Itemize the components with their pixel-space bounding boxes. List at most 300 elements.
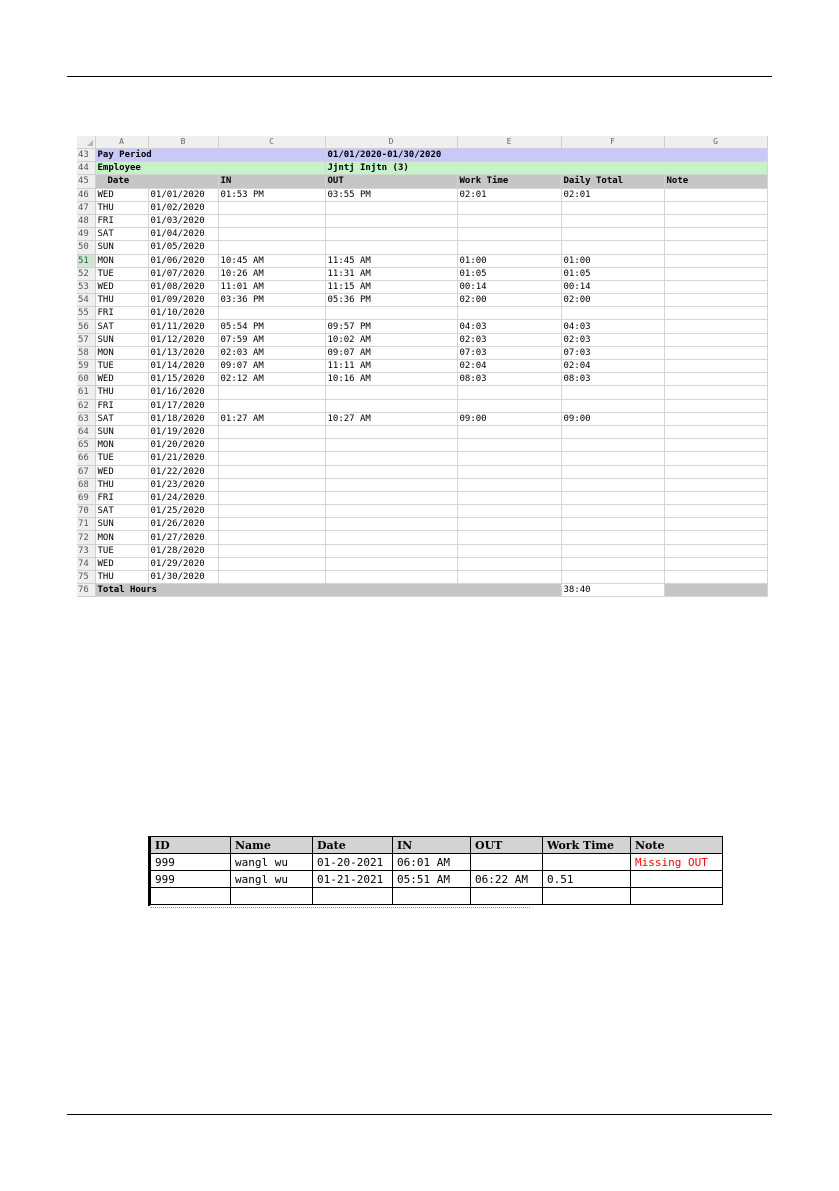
pay-period-value[interactable]: 01/01/2020-01/30/2020 bbox=[325, 149, 767, 162]
daily-total-cell[interactable] bbox=[561, 478, 664, 491]
row-number[interactable]: 71 bbox=[77, 518, 95, 531]
timesheet-row bbox=[77, 412, 767, 425]
out-cell[interactable]: 10:02 AM bbox=[325, 333, 457, 346]
in-cell[interactable] bbox=[218, 399, 325, 412]
out-cell[interactable]: 03:55 PM bbox=[325, 188, 457, 201]
in-cell[interactable] bbox=[218, 241, 325, 254]
note-cell[interactable] bbox=[664, 280, 767, 293]
day-cell[interactable]: TUE bbox=[95, 544, 148, 557]
date-cell[interactable]: 01/09/2020 bbox=[148, 294, 218, 307]
employee-label[interactable]: Employee bbox=[95, 162, 325, 175]
row-number[interactable]: 46 bbox=[77, 188, 95, 201]
in-cell[interactable] bbox=[218, 465, 325, 478]
note-cell[interactable] bbox=[664, 439, 767, 452]
date-cell[interactable]: 01/22/2020 bbox=[148, 465, 218, 478]
name-cell bbox=[231, 888, 313, 905]
out-cell[interactable] bbox=[325, 518, 457, 531]
day-cell[interactable]: TUE bbox=[95, 360, 148, 373]
day-cell[interactable]: MON bbox=[95, 254, 148, 267]
date-cell[interactable]: 01/17/2020 bbox=[148, 399, 218, 412]
in-cell[interactable]: 01:27 AM bbox=[218, 412, 325, 425]
in-cell[interactable]: 11:01 AM bbox=[218, 280, 325, 293]
work-time-cell[interactable] bbox=[457, 228, 561, 241]
out-cell[interactable] bbox=[325, 491, 457, 504]
work-time-column-header: Work Time bbox=[543, 837, 631, 854]
pay-period-label[interactable]: Pay Period bbox=[95, 149, 325, 162]
daily-total-cell[interactable]: 09:00 bbox=[561, 412, 664, 425]
attendance-grid bbox=[150, 836, 723, 905]
in-cell[interactable]: 05:54 PM bbox=[218, 320, 325, 333]
in-cell[interactable] bbox=[218, 201, 325, 214]
work-time-cell[interactable]: 02:04 bbox=[457, 360, 561, 373]
note-cell: Missing OUT bbox=[631, 854, 723, 871]
daily-total-cell[interactable]: 00:14 bbox=[561, 280, 664, 293]
out-cell[interactable] bbox=[325, 452, 457, 465]
daily-total-cell[interactable] bbox=[561, 518, 664, 531]
work-time-cell[interactable] bbox=[457, 307, 561, 320]
in-cell[interactable] bbox=[218, 478, 325, 491]
out-cell[interactable]: 11:45 AM bbox=[325, 254, 457, 267]
date-cell[interactable]: 01/03/2020 bbox=[148, 214, 218, 227]
daily-total-cell[interactable]: 07:03 bbox=[561, 346, 664, 359]
date-cell[interactable]: 01/19/2020 bbox=[148, 425, 218, 438]
row-number[interactable]: 58 bbox=[77, 346, 95, 359]
in-cell[interactable] bbox=[218, 425, 325, 438]
work-time-cell: 0.51 bbox=[543, 871, 631, 888]
in-cell[interactable] bbox=[218, 307, 325, 320]
daily-total-cell[interactable]: 08:03 bbox=[561, 373, 664, 386]
in-cell[interactable]: 02:03 AM bbox=[218, 346, 325, 359]
id-cell: 999 bbox=[151, 854, 231, 871]
row-number[interactable]: 51 bbox=[77, 254, 95, 267]
day-cell[interactable]: MON bbox=[95, 531, 148, 544]
day-cell[interactable]: MON bbox=[95, 346, 148, 359]
note-cell[interactable] bbox=[664, 399, 767, 412]
note-cell[interactable] bbox=[664, 373, 767, 386]
note-cell[interactable] bbox=[664, 412, 767, 425]
day-cell[interactable]: SUN bbox=[95, 425, 148, 438]
date-cell[interactable]: 01/01/2020 bbox=[148, 188, 218, 201]
row-number[interactable]: 76 bbox=[77, 584, 95, 597]
row-number[interactable]: 43 bbox=[77, 149, 95, 162]
work-time-cell[interactable]: 00:14 bbox=[457, 280, 561, 293]
work-time-cell[interactable] bbox=[457, 201, 561, 214]
in-cell[interactable] bbox=[218, 439, 325, 452]
date-cell[interactable]: 01/15/2020 bbox=[148, 373, 218, 386]
row-number[interactable]: 56 bbox=[77, 320, 95, 333]
out-cell[interactable] bbox=[325, 228, 457, 241]
note-cell[interactable] bbox=[664, 214, 767, 227]
attendance-row bbox=[151, 888, 723, 905]
out-cell[interactable] bbox=[325, 505, 457, 518]
note-cell[interactable] bbox=[664, 267, 767, 280]
out-cell[interactable]: 11:15 AM bbox=[325, 280, 457, 293]
date-cell[interactable]: 01/23/2020 bbox=[148, 478, 218, 491]
day-cell[interactable]: FRI bbox=[95, 214, 148, 227]
timesheet-header-row bbox=[77, 175, 767, 188]
in-cell[interactable]: 10:45 AM bbox=[218, 254, 325, 267]
daily-total-cell[interactable] bbox=[561, 425, 664, 438]
note-cell[interactable] bbox=[664, 465, 767, 478]
daily-total-cell[interactable]: 02:01 bbox=[561, 188, 664, 201]
timesheet-row bbox=[77, 557, 767, 570]
in-cell[interactable] bbox=[218, 544, 325, 557]
row-number[interactable]: 65 bbox=[77, 439, 95, 452]
work-time-cell[interactable] bbox=[457, 571, 561, 584]
date-cell[interactable]: 01/30/2020 bbox=[148, 571, 218, 584]
note-cell[interactable] bbox=[664, 360, 767, 373]
day-cell[interactable]: THU bbox=[95, 294, 148, 307]
work-time-cell[interactable]: 02:01 bbox=[457, 188, 561, 201]
in-cell[interactable]: 03:36 PM bbox=[218, 294, 325, 307]
date-header[interactable]: Date bbox=[95, 175, 218, 188]
in-cell[interactable]: 10:26 AM bbox=[218, 267, 325, 280]
work-time-cell[interactable] bbox=[457, 386, 561, 399]
daily-total-header[interactable]: Daily Total bbox=[561, 175, 664, 188]
row-number[interactable]: 63 bbox=[77, 412, 95, 425]
day-cell[interactable]: SUN bbox=[95, 241, 148, 254]
day-cell[interactable]: FRI bbox=[95, 307, 148, 320]
in-cell[interactable] bbox=[218, 571, 325, 584]
note-cell[interactable] bbox=[664, 518, 767, 531]
note-cell[interactable] bbox=[664, 201, 767, 214]
note-cell[interactable] bbox=[664, 425, 767, 438]
row-number[interactable]: 44 bbox=[77, 162, 95, 175]
out-cell[interactable] bbox=[325, 214, 457, 227]
daily-total-cell[interactable] bbox=[561, 241, 664, 254]
out-cell[interactable]: 10:16 AM bbox=[325, 373, 457, 386]
out-cell[interactable] bbox=[325, 307, 457, 320]
in-cell[interactable] bbox=[218, 491, 325, 504]
work-time-cell[interactable]: 01:00 bbox=[457, 254, 561, 267]
out-cell[interactable] bbox=[325, 557, 457, 570]
day-cell[interactable]: THU bbox=[95, 478, 148, 491]
daily-total-cell[interactable]: 01:00 bbox=[561, 254, 664, 267]
row-number[interactable]: 67 bbox=[77, 465, 95, 478]
out-cell[interactable]: 11:11 AM bbox=[325, 360, 457, 373]
day-cell[interactable]: FRI bbox=[95, 399, 148, 412]
date-cell[interactable]: 01/27/2020 bbox=[148, 531, 218, 544]
day-cell[interactable]: FRI bbox=[95, 491, 148, 504]
timesheet-row bbox=[77, 214, 767, 227]
row-number[interactable]: 47 bbox=[77, 201, 95, 214]
row-number[interactable]: 61 bbox=[77, 386, 95, 399]
out-cell[interactable]: 11:31 AM bbox=[325, 267, 457, 280]
day-cell[interactable]: THU bbox=[95, 386, 148, 399]
in-cell: 06:01 AM bbox=[393, 854, 471, 871]
row-number[interactable]: 54 bbox=[77, 294, 95, 307]
timesheet-spreadsheet bbox=[77, 136, 767, 596]
column-header-d[interactable]: D bbox=[325, 136, 457, 149]
note-cell[interactable] bbox=[664, 188, 767, 201]
work-time-header[interactable]: Work Time bbox=[457, 175, 561, 188]
row-number[interactable]: 74 bbox=[77, 557, 95, 570]
in-cell[interactable] bbox=[218, 531, 325, 544]
work-time-cell[interactable] bbox=[457, 452, 561, 465]
timesheet-row bbox=[77, 241, 767, 254]
note-cell[interactable] bbox=[664, 346, 767, 359]
out-cell[interactable] bbox=[325, 465, 457, 478]
date-cell[interactable]: 01/18/2020 bbox=[148, 412, 218, 425]
row-number[interactable]: 72 bbox=[77, 531, 95, 544]
out-cell[interactable]: 10:27 AM bbox=[325, 412, 457, 425]
date-cell[interactable]: 01/10/2020 bbox=[148, 307, 218, 320]
out-cell[interactable]: 05:36 PM bbox=[325, 294, 457, 307]
employee-value[interactable]: Jjntj Injtn (3) bbox=[325, 162, 767, 175]
date-cell[interactable]: 01/16/2020 bbox=[148, 386, 218, 399]
in-cell[interactable]: 09:07 AM bbox=[218, 360, 325, 373]
work-time-cell[interactable]: 01:05 bbox=[457, 267, 561, 280]
date-cell[interactable]: 01/11/2020 bbox=[148, 320, 218, 333]
daily-total-cell[interactable] bbox=[561, 505, 664, 518]
timesheet-row bbox=[77, 307, 767, 320]
select-all-corner[interactable] bbox=[77, 136, 95, 149]
day-cell[interactable]: SAT bbox=[95, 320, 148, 333]
work-time-cell[interactable] bbox=[457, 214, 561, 227]
daily-total-cell[interactable] bbox=[561, 439, 664, 452]
daily-total-cell[interactable]: 02:03 bbox=[561, 333, 664, 346]
row-number[interactable]: 75 bbox=[77, 571, 95, 584]
timesheet-row bbox=[77, 491, 767, 504]
timesheet-row bbox=[77, 465, 767, 478]
in-cell[interactable]: 01:53 PM bbox=[218, 188, 325, 201]
note-cell[interactable] bbox=[664, 571, 767, 584]
work-time-cell[interactable] bbox=[457, 439, 561, 452]
in-cell[interactable] bbox=[218, 228, 325, 241]
row-number[interactable]: 48 bbox=[77, 214, 95, 227]
timesheet-row bbox=[77, 425, 767, 438]
row-number[interactable]: 62 bbox=[77, 399, 95, 412]
date-cell: 01-20-2021 bbox=[313, 854, 393, 871]
day-cell[interactable]: WED bbox=[95, 373, 148, 386]
out-cell[interactable] bbox=[325, 386, 457, 399]
work-time-cell[interactable] bbox=[457, 465, 561, 478]
date-cell[interactable]: 01/26/2020 bbox=[148, 518, 218, 531]
date-cell[interactable]: 01/12/2020 bbox=[148, 333, 218, 346]
work-time-cell[interactable]: 02:00 bbox=[457, 294, 561, 307]
out-header[interactable]: OUT bbox=[325, 175, 457, 188]
daily-total-cell[interactable]: 02:00 bbox=[561, 294, 664, 307]
day-cell[interactable]: THU bbox=[95, 571, 148, 584]
day-cell[interactable]: WED bbox=[95, 188, 148, 201]
out-cell[interactable] bbox=[325, 201, 457, 214]
date-cell[interactable]: 01/07/2020 bbox=[148, 267, 218, 280]
day-cell[interactable]: WED bbox=[95, 280, 148, 293]
day-cell[interactable]: THU bbox=[95, 201, 148, 214]
work-time-cell[interactable]: 04:03 bbox=[457, 320, 561, 333]
daily-total-cell[interactable] bbox=[561, 452, 664, 465]
daily-total-cell[interactable] bbox=[561, 399, 664, 412]
row-number[interactable]: 70 bbox=[77, 505, 95, 518]
work-time-cell[interactable] bbox=[457, 557, 561, 570]
date-cell[interactable]: 01/28/2020 bbox=[148, 544, 218, 557]
daily-total-cell[interactable] bbox=[561, 386, 664, 399]
day-cell[interactable]: MON bbox=[95, 439, 148, 452]
work-time-cell[interactable]: 08:03 bbox=[457, 373, 561, 386]
note-cell[interactable] bbox=[664, 320, 767, 333]
date-cell[interactable]: 01/21/2020 bbox=[148, 452, 218, 465]
timesheet-row bbox=[77, 280, 767, 293]
timesheet-row bbox=[77, 386, 767, 399]
note-cell[interactable] bbox=[664, 531, 767, 544]
day-cell[interactable]: SAT bbox=[95, 412, 148, 425]
total-hours-value[interactable]: 38:40 bbox=[561, 584, 664, 597]
date-cell[interactable]: 01/08/2020 bbox=[148, 280, 218, 293]
daily-total-cell[interactable] bbox=[561, 307, 664, 320]
out-cell[interactable]: 09:07 AM bbox=[325, 346, 457, 359]
day-cell[interactable]: WED bbox=[95, 557, 148, 570]
in-cell[interactable]: 07:59 AM bbox=[218, 333, 325, 346]
date-cell[interactable]: 01/14/2020 bbox=[148, 360, 218, 373]
total-note-cell[interactable] bbox=[664, 584, 767, 597]
day-cell[interactable]: WED bbox=[95, 465, 148, 478]
date-cell[interactable]: 01/05/2020 bbox=[148, 241, 218, 254]
work-time-cell[interactable] bbox=[457, 399, 561, 412]
row-number[interactable]: 73 bbox=[77, 544, 95, 557]
daily-total-cell[interactable]: 02:04 bbox=[561, 360, 664, 373]
note-cell[interactable] bbox=[664, 307, 767, 320]
date-cell[interactable]: 01/13/2020 bbox=[148, 346, 218, 359]
work-time-cell[interactable]: 07:03 bbox=[457, 346, 561, 359]
note-cell[interactable] bbox=[664, 491, 767, 504]
work-time-cell[interactable] bbox=[457, 425, 561, 438]
work-time-cell bbox=[543, 854, 631, 871]
daily-total-cell[interactable]: 01:05 bbox=[561, 267, 664, 280]
work-time-cell[interactable] bbox=[457, 478, 561, 491]
column-header-c[interactable]: C bbox=[218, 136, 325, 149]
in-header[interactable]: IN bbox=[218, 175, 325, 188]
row-number[interactable]: 57 bbox=[77, 333, 95, 346]
in-cell[interactable] bbox=[218, 214, 325, 227]
work-time-cell[interactable] bbox=[457, 505, 561, 518]
row-number[interactable]: 64 bbox=[77, 425, 95, 438]
timesheet-row bbox=[77, 478, 767, 491]
daily-total-cell[interactable] bbox=[561, 214, 664, 227]
out-cell[interactable] bbox=[325, 571, 457, 584]
out-cell[interactable] bbox=[325, 531, 457, 544]
out-cell[interactable] bbox=[325, 241, 457, 254]
daily-total-cell[interactable] bbox=[561, 201, 664, 214]
daily-total-cell[interactable] bbox=[561, 571, 664, 584]
note-column-header: Note bbox=[631, 837, 723, 854]
note-cell[interactable] bbox=[664, 505, 767, 518]
in-cell[interactable] bbox=[218, 557, 325, 570]
daily-total-cell[interactable] bbox=[561, 491, 664, 504]
attendance-row bbox=[151, 854, 723, 871]
row-number[interactable]: 52 bbox=[77, 267, 95, 280]
row-number[interactable]: 49 bbox=[77, 228, 95, 241]
row-number[interactable]: 60 bbox=[77, 373, 95, 386]
column-header-a[interactable]: A bbox=[95, 136, 148, 149]
date-cell[interactable]: 01/20/2020 bbox=[148, 439, 218, 452]
daily-total-cell[interactable] bbox=[561, 544, 664, 557]
day-cell[interactable]: SUN bbox=[95, 518, 148, 531]
daily-total-cell[interactable] bbox=[561, 531, 664, 544]
out-column-header: OUT bbox=[471, 837, 543, 854]
note-cell[interactable] bbox=[664, 254, 767, 267]
date-cell[interactable]: 01/29/2020 bbox=[148, 557, 218, 570]
work-time-cell[interactable] bbox=[457, 491, 561, 504]
day-cell[interactable]: SAT bbox=[95, 505, 148, 518]
in-cell[interactable] bbox=[218, 452, 325, 465]
date-cell[interactable]: 01/25/2020 bbox=[148, 505, 218, 518]
note-cell[interactable] bbox=[664, 557, 767, 570]
daily-total-cell[interactable] bbox=[561, 228, 664, 241]
daily-total-cell[interactable] bbox=[561, 465, 664, 478]
row-number[interactable]: 66 bbox=[77, 452, 95, 465]
day-cell[interactable]: TUE bbox=[95, 267, 148, 280]
out-cell[interactable] bbox=[325, 478, 457, 491]
in-cell[interactable] bbox=[218, 518, 325, 531]
out-cell[interactable] bbox=[325, 425, 457, 438]
work-time-cell[interactable] bbox=[457, 531, 561, 544]
out-cell[interactable] bbox=[325, 439, 457, 452]
day-cell[interactable]: SUN bbox=[95, 333, 148, 346]
in-cell[interactable]: 02:12 AM bbox=[218, 373, 325, 386]
daily-total-cell[interactable] bbox=[561, 557, 664, 570]
out-cell[interactable] bbox=[325, 399, 457, 412]
note-cell[interactable] bbox=[664, 478, 767, 491]
day-cell[interactable]: TUE bbox=[95, 452, 148, 465]
timesheet-row bbox=[77, 399, 767, 412]
row-number[interactable]: 50 bbox=[77, 241, 95, 254]
note-cell[interactable] bbox=[664, 386, 767, 399]
in-cell[interactable] bbox=[218, 505, 325, 518]
column-header-g[interactable]: G bbox=[664, 136, 767, 149]
work-time-cell bbox=[543, 888, 631, 905]
out-cell[interactable] bbox=[325, 544, 457, 557]
note-cell[interactable] bbox=[664, 241, 767, 254]
note-cell[interactable] bbox=[664, 333, 767, 346]
in-cell[interactable] bbox=[218, 386, 325, 399]
note-cell[interactable] bbox=[664, 294, 767, 307]
timesheet-row bbox=[77, 333, 767, 346]
note-cell[interactable] bbox=[664, 452, 767, 465]
out-cell[interactable]: 09:57 PM bbox=[325, 320, 457, 333]
work-time-cell[interactable] bbox=[457, 518, 561, 531]
row-number[interactable]: 45 bbox=[77, 175, 95, 188]
column-header-row bbox=[77, 136, 767, 149]
row-number[interactable]: 59 bbox=[77, 360, 95, 373]
date-cell[interactable]: 01/02/2020 bbox=[148, 201, 218, 214]
date-cell[interactable]: 01/06/2020 bbox=[148, 254, 218, 267]
row-number[interactable]: 53 bbox=[77, 280, 95, 293]
note-header[interactable]: Note bbox=[664, 175, 767, 188]
timesheet-row bbox=[77, 531, 767, 544]
row-number[interactable]: 55 bbox=[77, 307, 95, 320]
row-number[interactable]: 69 bbox=[77, 491, 95, 504]
column-header-f[interactable]: F bbox=[561, 136, 664, 149]
timesheet-row bbox=[77, 228, 767, 241]
note-cell[interactable] bbox=[664, 544, 767, 557]
work-time-cell[interactable]: 02:03 bbox=[457, 333, 561, 346]
daily-total-cell[interactable]: 04:03 bbox=[561, 320, 664, 333]
column-header-e[interactable]: E bbox=[457, 136, 561, 149]
work-time-cell[interactable]: 09:00 bbox=[457, 412, 561, 425]
work-time-cell[interactable] bbox=[457, 241, 561, 254]
date-cell[interactable]: 01/24/2020 bbox=[148, 491, 218, 504]
work-time-cell[interactable] bbox=[457, 544, 561, 557]
total-hours-label[interactable]: Total Hours bbox=[95, 584, 561, 597]
attendance-row bbox=[151, 871, 723, 888]
day-cell[interactable]: SAT bbox=[95, 228, 148, 241]
date-cell[interactable]: 01/04/2020 bbox=[148, 228, 218, 241]
row-number[interactable]: 68 bbox=[77, 478, 95, 491]
pay-period-row bbox=[77, 149, 767, 162]
column-header-b[interactable]: B bbox=[148, 136, 218, 149]
timesheet-row bbox=[77, 571, 767, 584]
note-cell[interactable] bbox=[664, 228, 767, 241]
